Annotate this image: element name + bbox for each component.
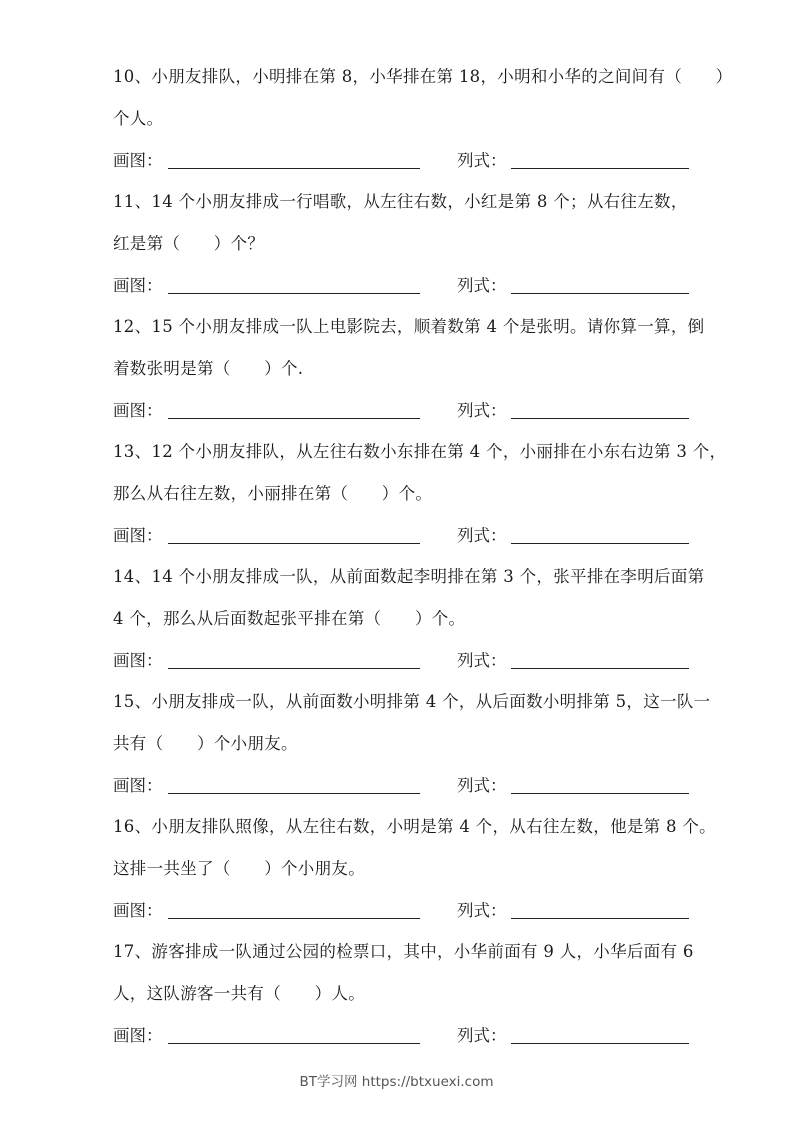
formula-label: 列式： [457, 276, 507, 295]
draw-blank-line[interactable] [168, 543, 420, 544]
question-12 [113, 306, 763, 432]
draw-label: 画图： [113, 151, 163, 170]
question-text-line: 11、14 个小朋友排成一行唱歌，从左往右数，小红是第 8 个；从右往左数， [113, 192, 688, 211]
draw-label: 画图： [113, 1026, 163, 1045]
answer-row [113, 890, 763, 932]
question-14 [113, 556, 763, 682]
question-10 [113, 56, 763, 182]
formula-label: 列式： [457, 526, 507, 545]
question-15 [113, 681, 763, 807]
draw-label: 画图： [113, 776, 163, 795]
draw-label: 画图： [113, 276, 163, 295]
formula-blank-line[interactable] [511, 168, 689, 169]
question-text-line: 17、游客排成一队通过公园的检票口，其中，小华前面有 9 人，小华后面有 6 [113, 942, 694, 961]
draw-blank-line[interactable] [168, 918, 420, 919]
answer-row [113, 390, 763, 432]
draw-label: 画图： [113, 901, 163, 920]
question-text-line: 12、15 个小朋友排成一队上电影院去，顺着数第 4 个是张明。请你算一算，倒 [113, 317, 705, 336]
formula-blank-line[interactable] [511, 1043, 689, 1044]
question-text-line: 16、小朋友排队照像，从左往右数，小明是第 4 个，从右往左数，他是第 8 个。 [113, 817, 716, 836]
question-text-line: 13、12 个小朋友排队，从左往右数小东排在第 4 个，小丽排在小东右边第 3 个， [113, 442, 727, 461]
draw-blank-line[interactable] [168, 168, 420, 169]
formula-label: 列式： [457, 651, 507, 670]
formula-blank-line[interactable] [511, 918, 689, 919]
question-text-line: 个人。 [113, 109, 164, 128]
question-text-line: 10、小朋友排队，小明排在第 8，小华排在第 18，小明和小华的之间间有（ ） [113, 67, 733, 86]
formula-blank-line[interactable] [511, 793, 689, 794]
formula-label: 列式： [457, 776, 507, 795]
question-text-line: 那么从右往左数，小丽排在第（ ）个。 [113, 484, 433, 503]
formula-label: 列式： [457, 1026, 507, 1045]
draw-label: 画图： [113, 526, 163, 545]
draw-label: 画图： [113, 401, 163, 420]
draw-blank-line[interactable] [168, 1043, 420, 1044]
answer-row [113, 640, 763, 682]
question-16 [113, 806, 763, 932]
answer-row [113, 140, 763, 182]
question-text-line: 共有（ ）个小朋友。 [113, 734, 298, 753]
question-text-line: 15、小朋友排成一队，从前面数小明排第 4 个，从后面数小明排第 5，这一队一 [113, 692, 711, 711]
draw-label: 画图： [113, 651, 163, 670]
formula-label: 列式： [457, 901, 507, 920]
question-text-line: 人，这队游客一共有（ ）人。 [113, 984, 365, 1003]
question-11 [113, 181, 763, 307]
formula-label: 列式： [457, 401, 507, 420]
question-text-line: 红是第（ ）个？ [113, 234, 265, 253]
formula-blank-line[interactable] [511, 543, 689, 544]
question-text-line: 着数张明是第（ ）个. [113, 359, 304, 378]
formula-blank-line[interactable] [511, 418, 689, 419]
question-13 [113, 431, 763, 557]
answer-row [113, 265, 763, 307]
formula-blank-line[interactable] [511, 293, 689, 294]
draw-blank-line[interactable] [168, 293, 420, 294]
draw-blank-line[interactable] [168, 793, 420, 794]
question-text-line: 14、14 个小朋友排成一队，从前面数起李明排在第 3 个，张平排在李明后面第 [113, 567, 705, 586]
footer-watermark: BT学习网 https://btxuexi.com [299, 1074, 494, 1090]
draw-blank-line[interactable] [168, 418, 420, 419]
answer-row [113, 765, 763, 807]
question-text-line: 4 个，那么从后面数起张平排在第（ ）个。 [113, 609, 466, 628]
draw-blank-line[interactable] [168, 668, 420, 669]
answer-row [113, 1015, 763, 1057]
question-17 [113, 931, 763, 1057]
formula-blank-line[interactable] [511, 668, 689, 669]
answer-row [113, 515, 763, 557]
question-text-line: 这排一共坐了（ ）个小朋友。 [113, 859, 365, 878]
formula-label: 列式： [457, 151, 507, 170]
